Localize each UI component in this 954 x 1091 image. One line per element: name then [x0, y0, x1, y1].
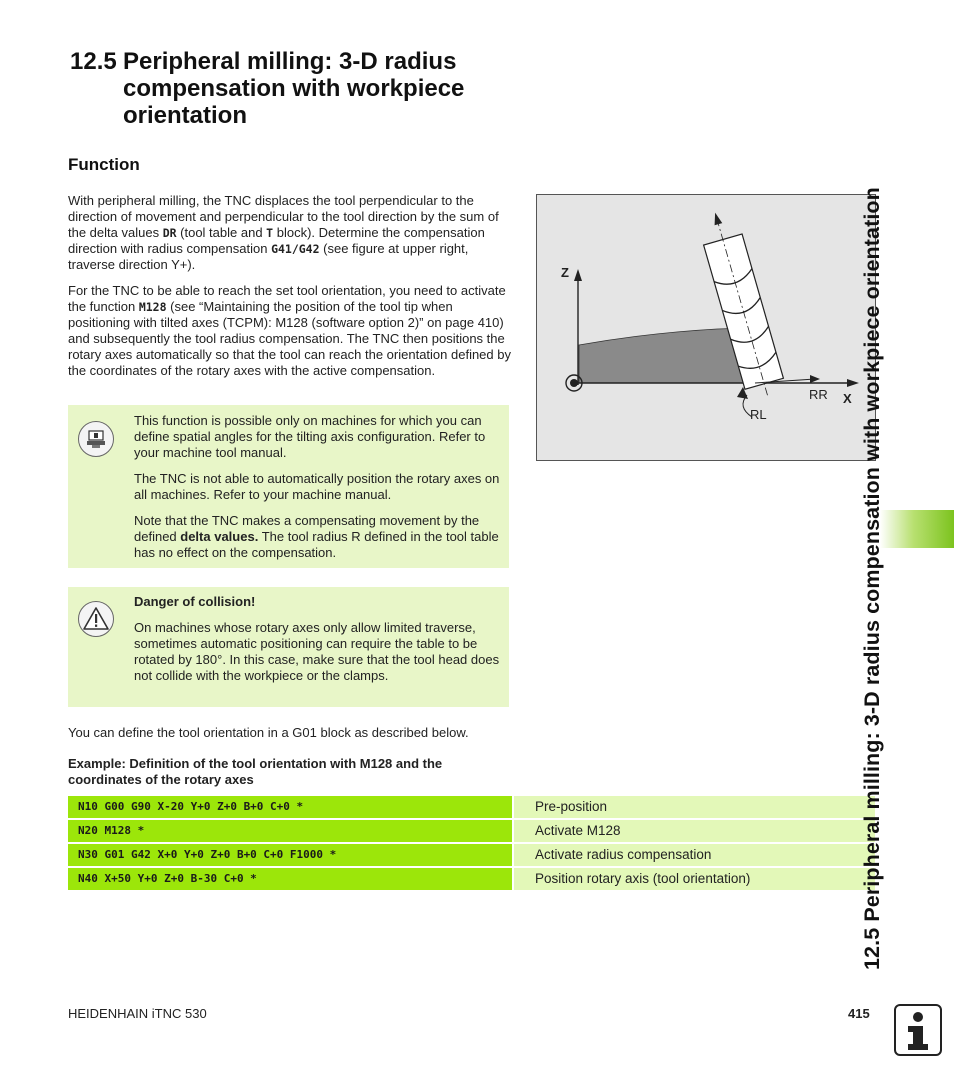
note1-p3-text-c: The tool radius R defined in the tool table has no effect on the compensation. [134, 529, 499, 560]
rl-label: RL [750, 407, 767, 422]
info-icon [894, 1004, 942, 1056]
paragraph-intro [68, 193, 513, 273]
tool-orientation-figure [536, 194, 876, 461]
nc-block: N10 G00 G90 X-20 Y+0 Z+0 B+0 C+0 * [68, 796, 512, 818]
table-row [68, 820, 875, 842]
nc-block: N30 G01 G42 X+0 Y+0 Z+0 B+0 C+0 F1000 * [68, 844, 512, 866]
code-dr: DR [162, 226, 177, 240]
running-title: 12.5 Peripheral milling: 3-D radius compensation with workpiece orientation [860, 187, 884, 970]
para1-text-1: With peripheral milling, the TNC displaces the tool perpendicular to the direction of movement and perpendicular to the tool direction by the sum of the delta values [68, 193, 499, 240]
collision-warning-text [134, 594, 502, 694]
warning-body: On machines whose rotary axes only allow limited traverse, sometimes automatic positioning can require the table to be rotated by 180°. In this case, make sure that the tool head does not collide with the workpiece or the clamps. [134, 620, 500, 683]
note1-paragraph-2: The TNC is not able to automatically position the rotary axes on all machines. Refer to your machine manual. [134, 471, 500, 502]
nc-block-description: Activate radius compensation [514, 844, 875, 866]
machine-note-box [68, 405, 509, 568]
para2-text-2: (see “Maintaining the position of the tool tip when positioning with tilted axes (TCPM): M128 (software option 2)” on page 410) and subsequently the tool radius compensation. The TNC then positions the rotary axes automatically so that the tool can reach the orientation defined by the coordinates of the rotary axes with the active compensation. [68, 299, 511, 378]
chapter-tab [880, 510, 954, 548]
nc-block-description: Pre-position [514, 796, 875, 818]
nc-program-table [68, 796, 875, 892]
x-axis-label: X [843, 391, 852, 406]
code-t: T [266, 226, 274, 240]
nc-block: N20 M128 * [68, 820, 512, 842]
section-title: Peripheral milling: 3-D radius compensation with workpiece orientation [123, 48, 465, 129]
code-g41-g42: G41/G42 [271, 242, 320, 256]
footer-product: HEIDENHAIN iTNC 530 [68, 1006, 207, 1021]
note1-p3-text-a: Note that the TNC makes a compensating movement by the defined [134, 513, 480, 544]
paragraph-m128 [68, 283, 513, 379]
warning-title: Danger of collision! [134, 594, 256, 609]
para1-text-3: block). Determine the compensation direction with radius compensation [68, 225, 485, 256]
figure-drawing [537, 195, 875, 460]
paragraph-tool-orientation: You can define the tool orientation in a G01 block as described below. [68, 725, 469, 740]
machine-note-icon [78, 421, 114, 457]
warning-icon [78, 601, 114, 637]
para1-text-4: (see figure at upper right, traverse direction Y+). [68, 241, 469, 272]
para1-text-2: (tool table and [176, 225, 267, 240]
machine-note-text [134, 413, 502, 571]
note1-paragraph-1: This function is possible only on machines for which you can define spatial angles for the tilting axis configuration. Refer to your machine tool manual. [134, 413, 486, 460]
section-number: 12.5 [70, 48, 117, 75]
function-heading: Function [68, 155, 140, 174]
table-row [68, 844, 875, 866]
para2-text-1: For the TNC to be able to reach the set tool orientation, you need to activate the function [68, 283, 506, 314]
nc-block-description: Activate M128 [514, 820, 875, 842]
rr-label: RR [809, 387, 828, 402]
nc-block: N40 X+50 Y+0 Z+0 B-30 C+0 * [68, 868, 512, 890]
collision-warning-box [68, 587, 509, 707]
table-row [68, 796, 875, 818]
table-row [68, 868, 875, 890]
note1-p3-bold: delta values. [180, 529, 259, 544]
z-axis-label: Z [561, 265, 569, 280]
nc-block-description: Position rotary axis (tool orientation) [514, 868, 875, 890]
page-number: 415 [848, 1006, 870, 1021]
example-heading: Example: Definition of the tool orientation with M128 and the coordinates of the rotary axes [68, 756, 443, 787]
code-m128: M128 [138, 300, 167, 314]
note1-paragraph-3 [134, 513, 502, 561]
